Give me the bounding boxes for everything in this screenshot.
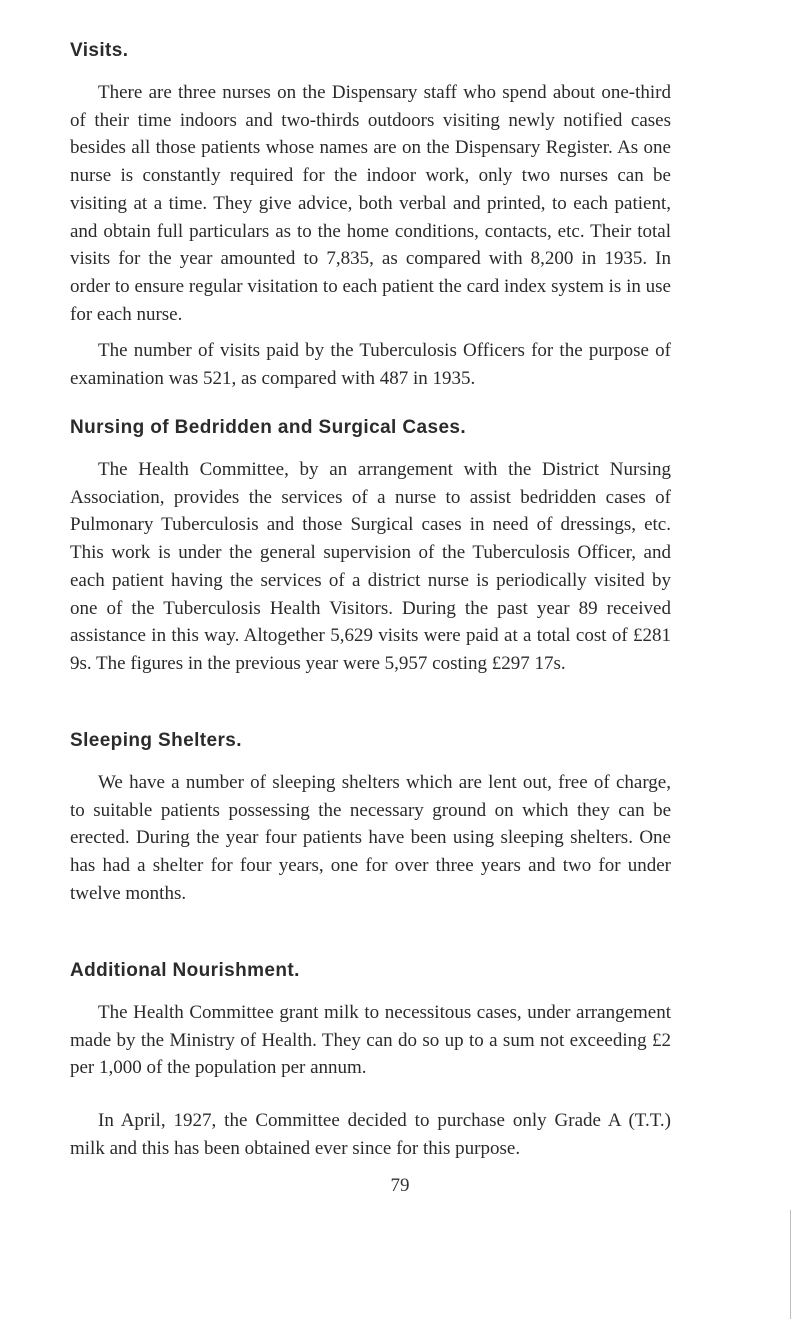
- sleeping-shelters-paragraph-1: We have a number of sleeping shelters which are lent out, free of charge, to suitable patients possessing the necessary ground on which they can be erected. During the year four patients have been using sleeping shelters. One has had a shelter for four years, one for over three years and two for under twelve months.: [70, 772, 671, 904]
- section-heading-nursing: Nursing of Bedridden and Surgical Cases.: [70, 417, 467, 438]
- nourishment-paragraph-1: The Health Committee grant milk to necessitous cases, under arrangement made by the Ministry of Health. They can do so up to a sum not exceeding £2 per 1,000 of the population per annum.: [70, 1002, 671, 1079]
- visits-paragraph-2: The number of visits paid by the Tuberculosis Officers for the purpose of examination was 521, as compared with 487 in 1935.: [70, 340, 671, 389]
- page-number: 79: [390, 1175, 410, 1196]
- scan-edge-line: [790, 1210, 791, 1319]
- visits-paragraph-1: There are three nurses on the Dispensary staff who spend about one-third of their time indoors and two-thirds outdoors visiting newly notified cases besides all those patients whose names are on the Dispensary Register. As one nurse is constantly required for the indoor work, only two nurses can be visiting at a time. They give advice, both verbal and printed, to each patient, and obtain full particulars as to the home conditions, contacts, etc. Their total visits for the year amounted to 7,835, as compared with 8,200 in 1935. In order to ensure regular visitation to each patient the card index system is in use for each nurse.: [70, 82, 671, 325]
- section-heading-visits: Visits.: [70, 40, 129, 61]
- section-heading-sleeping-shelters: Sleeping Shelters.: [70, 730, 242, 751]
- nursing-paragraph-1: The Health Committee, by an arrangement with the District Nursing Association, provides the services of a nurse to assist bedridden cases of Pulmonary Tuberculosis and those Surgical cases in need of dressings, etc. This work is under the general supervision of the Tuberculosis Officer, and each patient having the services of a district nurse is periodically visited by one of the Tuberculosis Health Visitors. During the past year 89 received assistance in this way. Altogether 5,629 visits were paid at a total cost of £281 9s. The figures in the previous year were 5,957 costing £297 17s.: [70, 459, 671, 674]
- section-heading-additional-nourishment: Additional Nourishment.: [70, 960, 300, 981]
- nourishment-paragraph-2: In April, 1927, the Committee decided to purchase only Grade A (T.T.) milk and this has been obtained ever since for this purpose.: [70, 1110, 671, 1159]
